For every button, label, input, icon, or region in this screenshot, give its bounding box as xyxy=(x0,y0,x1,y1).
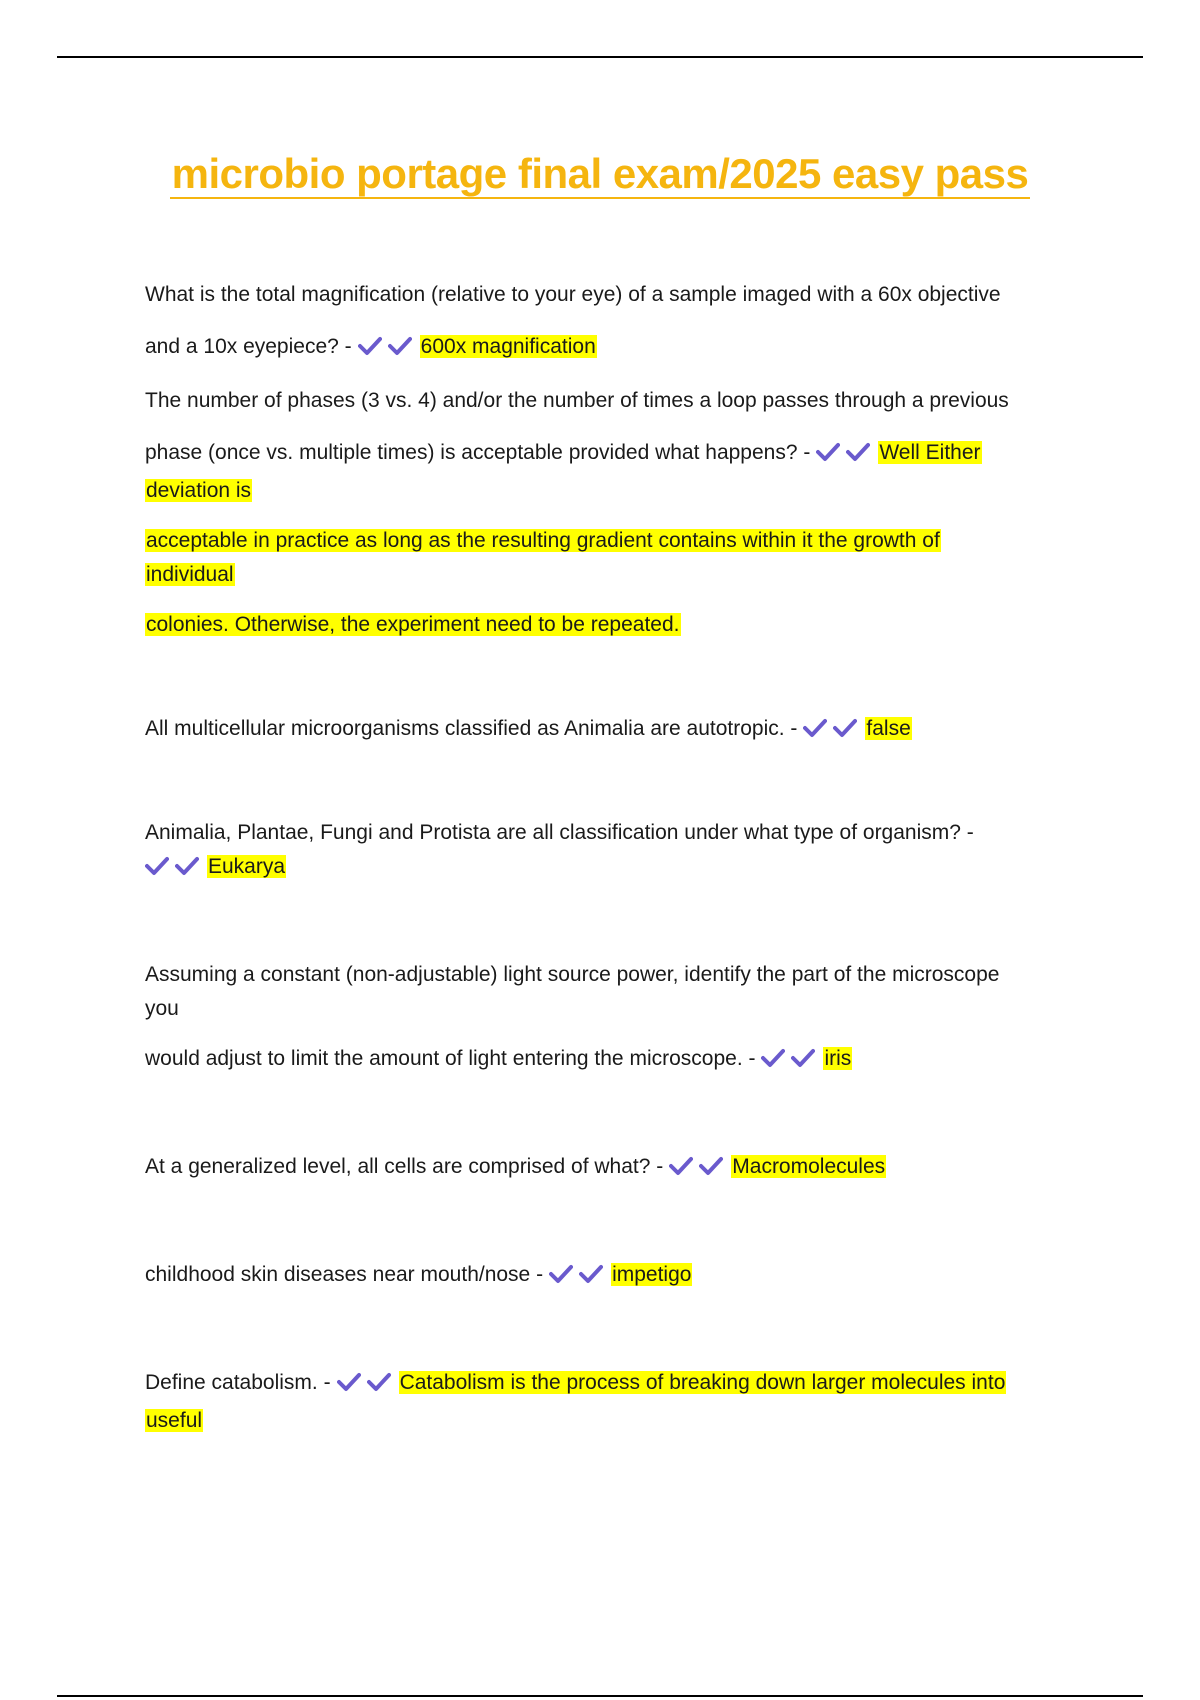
question-line: The number of phases (3 vs. 4) and/or the number of times a loop passes through a previous xyxy=(145,389,1009,412)
answer-text: deviation is xyxy=(146,479,252,502)
question-line xyxy=(145,1150,1065,1188)
check-icon xyxy=(816,440,876,474)
qa-item xyxy=(145,1258,1065,1296)
answer-line xyxy=(145,850,1065,888)
question-text: phase (once vs. multiple times) is acceptable provided what happens? - xyxy=(145,441,811,464)
question-text: All multicellular microorganisms classified as Animalia are autotropic. - xyxy=(145,717,798,740)
question-line: Assuming a constant (non-adjustable) light source power, identify the part of the microscope xyxy=(145,963,1000,986)
answer-text: acceptable in practice as long as the resulting gradient contains within it the growth of xyxy=(146,529,940,552)
question-line: you xyxy=(145,997,179,1020)
check-icon xyxy=(669,1154,729,1188)
question-text: childhood skin diseases near mouth/nose - xyxy=(145,1263,544,1286)
question-line xyxy=(145,1366,1065,1404)
answer-text: 600x magnification xyxy=(420,335,596,358)
question-line: What is the total magnification (relative to your eye) of a sample imaged with a 60x objective xyxy=(145,283,1001,306)
check-icon xyxy=(358,334,418,368)
question-text: would adjust to limit the amount of light entering the microscope. - xyxy=(145,1047,756,1070)
question-line xyxy=(145,330,1065,368)
page-title xyxy=(0,150,1200,198)
answer-text: Eukarya xyxy=(208,855,286,878)
check-icon xyxy=(761,1046,821,1080)
question-text: At a generalized level, all cells are comprised of what? - xyxy=(145,1155,664,1178)
question-line: Animalia, Plantae, Fungi and Protista are all classification under what type of organism? - xyxy=(145,821,974,844)
answer-text: Macromolecules xyxy=(732,1155,886,1178)
question-line xyxy=(145,1042,1065,1080)
answer-text: useful xyxy=(146,1409,203,1432)
answer-text: individual xyxy=(146,563,234,586)
answer-text: Catabolism is the process of breaking down larger molecules into xyxy=(399,1371,1006,1394)
qa-item xyxy=(145,1366,1065,1438)
answer-text: colonies. Otherwise, the experiment need to be repeated. xyxy=(146,613,680,636)
question-line xyxy=(145,436,1065,474)
question-line xyxy=(145,712,1065,750)
qa-item xyxy=(145,816,1065,888)
check-icon xyxy=(337,1370,397,1404)
question-text: Define catabolism. - xyxy=(145,1371,331,1394)
qa-item xyxy=(145,384,1065,642)
check-icon xyxy=(549,1262,609,1296)
page-title-text: microbio portage final exam/2025 easy pass xyxy=(171,150,1029,197)
answer-text: Well Either xyxy=(879,441,981,464)
qa-item xyxy=(145,278,1065,368)
answer-text: impetigo xyxy=(612,1263,692,1286)
qa-item xyxy=(145,1150,1065,1188)
top-rule xyxy=(57,56,1143,58)
answer-text: iris xyxy=(824,1047,852,1070)
document-body xyxy=(145,278,1065,1438)
question-text: and a 10x eyepiece? - xyxy=(145,335,352,358)
qa-item xyxy=(145,712,1065,750)
bottom-rule xyxy=(57,1695,1143,1697)
check-icon xyxy=(145,854,205,888)
answer-text: false xyxy=(866,717,911,740)
qa-item xyxy=(145,958,1065,1080)
check-icon xyxy=(803,716,863,750)
question-line xyxy=(145,1258,1065,1296)
